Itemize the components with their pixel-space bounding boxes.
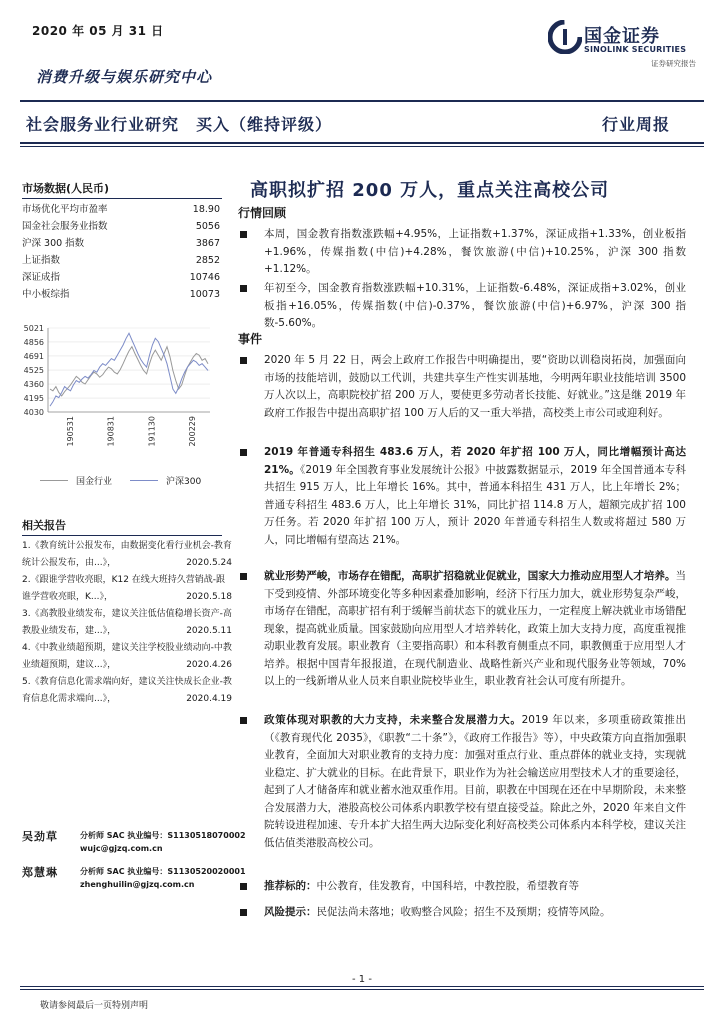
market-data-value: 2852 [195, 255, 220, 266]
related-report-item[interactable]: 5.《教育信息化需求端向好，建议关注快成长企业-教育信息化需求端向...》， 2020.4.19 [22, 674, 232, 708]
market-data-value: 3867 [195, 238, 220, 249]
related-report-title[interactable]: 1.《教育统计公报发布，由数据变化看行业机会-教育统计公报发布，由...》 [22, 541, 232, 568]
related-report-item[interactable]: 3.《高教股业绩发布，建议关注低估值稳增长资产-高教股业绩发布，建...》， 2020.5.11 [22, 606, 232, 640]
paragraph-lead: 推荐标的： [264, 880, 317, 892]
paragraph-policy [240, 712, 686, 852]
logo-icon [548, 20, 582, 54]
chart-series-line-1 [50, 333, 208, 406]
analyst-name: 郑慧琳 [22, 866, 58, 879]
legend-label-hs300: 沪深300 [166, 477, 202, 487]
related-reports-title: 相关报告 [22, 517, 222, 536]
chart-y-tick: 4360 [23, 380, 44, 390]
report-type: 行业周报 [602, 115, 671, 134]
legend-line-industry [40, 480, 68, 481]
related-report-title[interactable]: 2.《跟谁学营收亮眼，K12 在线大班持久营销战-跟谁学营收亮眼，K...》 [22, 575, 226, 602]
related-report-item[interactable]: 1.《教育统计公报发布，由数据变化看行业机会-教育统计公报发布，由...》， 2020.5.24 [22, 538, 232, 572]
market-data-title: 市场数据(人民币) [22, 180, 222, 199]
paragraph-body: 中公教育，佳发教育，中国科培，中教控股，希望教育等 [316, 880, 579, 892]
logo-name: 国金证券 [584, 26, 660, 47]
related-report-date: 2020.5.24 [184, 555, 232, 572]
related-report-title[interactable]: 3.《高教股业绩发布，建议关注低估值稳增长资产-高教股业绩发布，建...》 [22, 609, 232, 636]
index-chart [20, 320, 220, 490]
related-report-date: 2020.5.18 [184, 589, 232, 606]
footer-divider [20, 986, 704, 987]
market-data-row [22, 218, 222, 235]
related-report-item[interactable]: 2.《跟谁学营收亮眼，K12 在线大班持久营销战-跟谁学营收亮眼，K...》， 2020.5.18 [22, 572, 232, 606]
market-data-row [22, 252, 222, 269]
header-divider [20, 100, 704, 102]
market-data-label: 市场优化平均市盈率 [22, 204, 108, 215]
market-data-label: 沪深 300 指数 [22, 238, 85, 249]
paragraph-text: 本周，国金教育指数涨跌幅+4.95%，上证指数+1.37%，深证成指+1.33%，创业板指+1.96%，传媒指数(中信)+4.28%，餐饮旅游(中信)+10.25%，沪深 300 指数+1.12%。 [264, 228, 686, 275]
market-data-label: 深证成指 [22, 272, 61, 283]
market-data-label: 国金社会服务业指数 [22, 221, 108, 232]
analyst-cert: 分析师 SAC 执业编号：S1130518070002 [80, 831, 246, 840]
related-report-date: 2020.4.19 [184, 691, 232, 708]
paragraph-lead: 政策体现对职教的大力支持，未来整合发展潜力大。 [264, 714, 522, 726]
chart-x-tick: 191130 [147, 416, 157, 447]
chart-y-tick: 4691 [23, 351, 44, 361]
footer-disclaimer: 敬请参阅最后一页特别声明 [40, 1001, 149, 1011]
bullet-icon [240, 357, 247, 364]
market-data-value: 5056 [195, 221, 220, 232]
market-data-row [22, 269, 222, 286]
analyst-email[interactable]: zhenghuilin@gjzq.com.cn [80, 880, 195, 889]
paragraph-body: 《2019 年全国教育事业发展统计公报》中披露数据显示，2019 年全国普通本专科共招生 915 万人，比上年增长 16%。其中，普通本科招生 431 万人，比上年增长 2%；普通专科招生 483.6 万人，比上年增长 31%，同比扩招 114.8 万人，超额完成扩招 100 万任务。若 2020 年扩招 100 万人，预计 2020 年普通专科招生人数或将超过 580 万人，同比增幅有望高达 21%。 [264, 463, 686, 546]
market-data-value: 18.90 [192, 204, 220, 215]
related-report-date: 2020.4.26 [184, 657, 232, 674]
bullet-icon [240, 909, 247, 916]
related-reports-list [22, 538, 232, 708]
paragraph-text [264, 904, 686, 922]
related-report-date: 2020.5.11 [184, 623, 232, 640]
paragraph-text: 2020 年 5 月 22 日，两会上政府工作报告中明确提出，要“资助以训稳岗拓岗，加强面向市场的技能培训，鼓励以工代训，共建共享生产性实训基地，今明两年职业技能培训 3500 万人次以上，高职院校扩招 200 万人，要使更多劳动者长技能、好就业。”这是继 2019 年政府工作报告中提出高职扩招 100 万人后的又一重大举措，高校类上市公司或迎利好。 [264, 354, 686, 419]
bullet-icon [240, 573, 247, 580]
page-number: - 1 - [352, 974, 372, 985]
paragraph-body: 当下受到疫情、外部环境变化等多种因素叠加影响，经济下行压力加大，就业形势复杂严峻，市场存在错配，高职扩招有利于缓解当前状态下的就业压力，一定程度上解决就业市场错配现象，提高就业质量。国家鼓励向应用型人才培养转化，政策上加大支持力度，高度重视推动职业教育发展。职业教育（主要指高职）和本科教育侧重点不同，职教侧重于应用型人才培养。根据中国青年报报道，在现代制造业、战略性新兴产业和现代服务业等领域，70%以上的一线新增从业人员来自职业院校毕业生，职业教育社会认可度有所提升。 [264, 570, 686, 687]
market-data-panel [22, 180, 222, 303]
analyst-cert: 分析师 SAC 执业编号：S1130520020001 [80, 867, 246, 876]
paragraph-event [240, 352, 686, 422]
paragraph-ytd [240, 280, 686, 333]
paragraph-body: 民促法尚未落地；收购整合风险；招生不及预期；疫情等风险。 [316, 906, 611, 918]
market-data-value: 10073 [189, 289, 220, 300]
chart-x-tick: 190531 [66, 416, 75, 447]
chart-series-line-0 [50, 347, 208, 396]
section-title-review: 行情回顾 [238, 206, 287, 220]
paragraph-text: 年初至今，国金教育指数涨跌幅+10.31%，上证指数-6.48%，深证成指+3.02%，创业板指+16.05%，传媒指数(中信)-0.37%，餐饮旅游(中信)+6.97%，沪深 300 指数-5.60%。 [264, 282, 686, 329]
legend-line-hs300 [130, 480, 158, 481]
report-title: 高职拟扩招 200 万人，重点关注高校公司 [250, 180, 610, 201]
bullet-icon [240, 231, 247, 238]
paragraph-text [264, 878, 686, 896]
paragraph-employment [240, 568, 686, 691]
chart-y-tick: 5021 [23, 324, 44, 333]
bullet-icon [240, 883, 247, 890]
bullet-icon [240, 449, 247, 456]
industry-title: 社会服务业行业研究 买入（维持评级） [26, 115, 333, 134]
paragraph-text [264, 712, 686, 852]
related-report-title[interactable]: 4.《中教业绩超预期，建议关注学校股业绩动向-中教业绩超预期，建议...》 [22, 643, 232, 670]
analyst-email[interactable]: wujc@gjzq.com.cn [80, 844, 163, 853]
logo-english: SINOLINK SECURITIES [584, 45, 687, 54]
logo-subtitle: 证券研究报告 [651, 59, 696, 68]
chart-y-tick: 4856 [23, 337, 44, 347]
market-data-row [22, 201, 222, 218]
chart-legend [40, 474, 220, 487]
market-data-label: 上证指数 [22, 255, 61, 266]
report-date: 2020 年 05 月 31 日 [32, 24, 164, 38]
chart-y-tick: 4195 [23, 394, 44, 404]
header-divider-bottom-thin [20, 146, 704, 147]
research-center: 消费升级与娱乐研究中心 [36, 68, 213, 86]
market-data-value: 10746 [189, 272, 220, 283]
market-data-row [22, 235, 222, 252]
analyst-name: 吴劲草 [22, 830, 58, 843]
company-logo [548, 18, 698, 68]
section-title-events: 事件 [238, 332, 263, 346]
paragraph-lead: 2019 年普通专科招生 483.6 万人，若 2020 年扩招 100 万人，同比增幅预计高达 21%。 [264, 446, 686, 476]
paragraph-lead: 就业形势严峻，市场存在错配，高职扩招稳就业促就业，国家大力推动应用型人才培养。 [264, 570, 676, 582]
related-report-item[interactable]: 4.《中教业绩超预期，建议关注学校股业绩动向-中教业绩超预期，建议...》， 2020.4.26 [22, 640, 232, 674]
paragraph-recommend [240, 878, 686, 896]
bullet-icon [240, 285, 247, 292]
related-report-title[interactable]: 5.《教育信息化需求端向好，建议关注快成长企业-教育信息化需求端向...》 [22, 677, 232, 704]
paragraph-risk [240, 904, 686, 922]
header-divider-bottom [20, 142, 704, 144]
market-data-label: 中小板综指 [22, 289, 70, 300]
market-data-table [22, 201, 222, 303]
paragraph-lead: 风险提示： [264, 906, 317, 918]
market-data-row [22, 286, 222, 303]
footer-divider-thin [20, 989, 704, 990]
chart-y-tick: 4030 [23, 408, 44, 417]
paragraph-enrollment [240, 444, 686, 549]
index-chart-svg [20, 320, 220, 470]
chart-x-tick: 200229 [188, 416, 197, 447]
paragraph-text [264, 568, 686, 691]
paragraph-weekly [240, 226, 686, 279]
bullet-icon [240, 717, 247, 724]
chart-y-tick: 4525 [23, 366, 44, 376]
legend-label-industry: 国金行业 [76, 477, 113, 487]
paragraph-body: 2019 年以来，多项重磅政策推出（《教育现代化 2035》，《职教“二十条”》，《政府工作报告》等），中央政策方向直指加强职业教育，全面加大对职业教育的支持力度：加强对重点行业、重点群体的就业支持，实现就业稳定、扩大就业的目标。在此背景下，职业作为为社会输送应用型技术人才的重要途径，起到了人才储备库和就业蓄水池双重作用。目前，职教在中国现在还在中早期阶段，未来整合发展潜力大，港股高校公司体系内职教学校有望直接受益。除此之外，2020 年来自文件院转设进程加速、专升本扩大招生两大边际变化利好高校类公司体系内本科学校，建议关注低估值类港股高校公司。 [264, 714, 686, 849]
chart-x-tick: 190831 [106, 416, 116, 447]
paragraph-text [264, 444, 686, 549]
